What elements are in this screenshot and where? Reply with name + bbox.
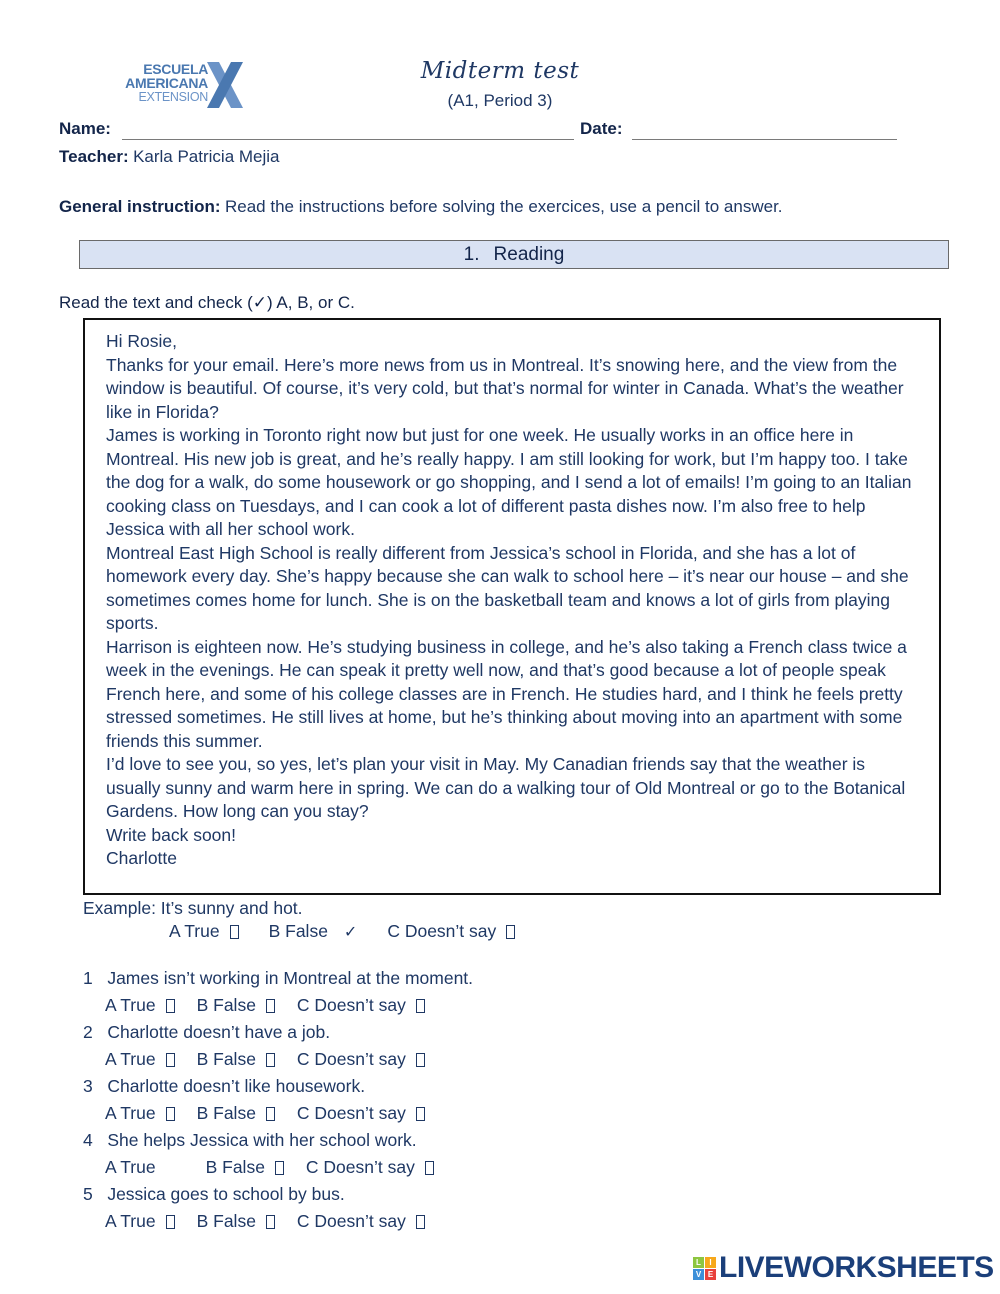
question-5-options xyxy=(105,1211,425,1232)
question-4-options xyxy=(105,1157,434,1178)
tile-e: E xyxy=(705,1269,716,1280)
option-label: A True xyxy=(105,1049,156,1069)
letter-signature: Charlotte xyxy=(106,848,178,868)
live-tiles-icon xyxy=(693,1257,716,1280)
checkbox[interactable] xyxy=(230,925,239,939)
question-1 xyxy=(83,968,473,989)
checkbox[interactable] xyxy=(416,1107,425,1121)
tile-v: V xyxy=(693,1269,704,1280)
date-label: Date: xyxy=(580,119,623,138)
logo-line-1: ESCUELA xyxy=(143,61,208,77)
letter-greeting: Hi Rosie, xyxy=(106,331,177,351)
checkbox[interactable] xyxy=(416,1215,425,1229)
name-field[interactable] xyxy=(122,139,574,140)
question-number: 3 xyxy=(83,1076,93,1096)
teacher-name: Karla Patricia Mejia xyxy=(133,147,280,166)
option-label: A True xyxy=(105,1211,156,1231)
checkbox[interactable] xyxy=(275,1161,284,1175)
checkbox[interactable] xyxy=(506,925,515,939)
checkbox[interactable] xyxy=(166,1215,175,1229)
option-label: C Doesn’t say xyxy=(296,1211,406,1231)
question-3-options xyxy=(105,1103,425,1124)
question-text: James isn’t working in Montreal at the moment. xyxy=(107,968,474,988)
checkbox[interactable] xyxy=(166,1107,175,1121)
question-text: She helps Jessica with her school work. xyxy=(107,1130,417,1150)
reading-passage xyxy=(83,318,941,895)
question-1-options xyxy=(105,995,425,1016)
question-5 xyxy=(83,1184,345,1205)
option-label: A True xyxy=(169,921,220,941)
checkbox[interactable] xyxy=(266,1053,275,1067)
option-label: C Doesn’t say xyxy=(305,1157,415,1177)
checkbox[interactable] xyxy=(166,1053,175,1067)
checkbox[interactable] xyxy=(266,999,275,1013)
letter-closing: Write back soon! xyxy=(106,824,237,845)
option-label: C Doesn’t say xyxy=(296,1049,406,1069)
option-label: B False xyxy=(205,1157,265,1177)
teacher-label: Teacher: xyxy=(59,147,129,166)
question-number: 1 xyxy=(83,968,93,988)
option-c xyxy=(297,1049,425,1070)
question-text: Charlotte doesn’t have a job. xyxy=(107,1022,331,1042)
question-3 xyxy=(83,1076,365,1097)
liveworksheets-logo xyxy=(693,1253,994,1283)
checkbox[interactable] xyxy=(416,999,425,1013)
letter-paragraph: James is working in Toronto right now but just for one week. He usually works in an office here in Montreal. His new job is great, and he’s really happy. I am still looking for work, but I’m happy too. I take the dog for a walk, do some housework or go shopping, and I send a lot of emails! I’m going to an Italian cooking class on Tuesdays, and I can cook a lot of different pasta dishes now. I’m also free to help Jessica with all her school work. xyxy=(106,425,912,539)
option-b xyxy=(197,1049,275,1070)
question-number: 2 xyxy=(83,1022,93,1042)
teacher-line xyxy=(59,147,280,167)
option-a xyxy=(105,995,175,1016)
question-number: 5 xyxy=(83,1184,93,1204)
logo-line-2: AMERICANA xyxy=(125,75,208,91)
general-instruction xyxy=(59,197,783,217)
school-logo xyxy=(115,60,250,110)
logo-x-mark-icon xyxy=(207,62,243,108)
option-b xyxy=(197,1211,275,1232)
question-2-options xyxy=(105,1049,425,1070)
option-c xyxy=(306,1157,434,1178)
option-label: B False xyxy=(196,995,256,1015)
liveworksheets-brand: LIVEWORKSHEETS xyxy=(719,1251,994,1284)
option-a[interactable] xyxy=(105,1157,156,1178)
reading-instruction: Read the text and check (✓) A, B, or C. xyxy=(59,293,355,312)
option-c xyxy=(297,995,425,1016)
option-label: B False xyxy=(196,1211,256,1231)
option-b xyxy=(206,1157,284,1178)
option-label: A True xyxy=(105,1157,156,1177)
letter-paragraph: Harrison is eighteen now. He’s studying business in college, and he’s also taking a French class twice a week in the evenings. He can speak it pretty well now, and that’s good because a lot of people speak French here, and some of his college classes are in French. He studies hard, and I think he feels pretty stressed sometimes. He still lives at home, but he’s thinking about moving into an apartment with some friends this summer. xyxy=(106,636,907,751)
test-subtitle: (A1, Period 3) xyxy=(447,91,553,110)
example-options xyxy=(169,921,515,942)
checkbox[interactable] xyxy=(166,999,175,1013)
option-label: C Doesn’t say xyxy=(296,1103,406,1123)
option-c xyxy=(297,1211,425,1232)
section-title: Reading xyxy=(493,243,565,265)
option-b xyxy=(197,1103,275,1124)
question-text: Charlotte doesn’t like housework. xyxy=(107,1076,366,1096)
option-b xyxy=(197,995,275,1016)
letter-paragraph: I’d love to see you, so yes, let’s plan your visit in May. My Canadian friends say that the weather is usually sunny and warm here in spring. We can do a walking tour of Old Montreal or go to the Botanical Gardens. How long can you stay? xyxy=(106,754,906,821)
test-title: Midterm test xyxy=(420,58,580,84)
checkmark-icon: ✓ xyxy=(343,923,358,941)
checkbox[interactable] xyxy=(266,1215,275,1229)
checkbox[interactable] xyxy=(416,1053,425,1067)
option-a xyxy=(105,1103,175,1124)
question-number: 4 xyxy=(83,1130,93,1150)
option-label: A True xyxy=(105,995,156,1015)
section-number: 1. xyxy=(463,243,480,265)
example-option-b xyxy=(269,921,358,942)
checkbox[interactable] xyxy=(425,1161,434,1175)
tile-l: L xyxy=(693,1257,704,1268)
checkbox[interactable] xyxy=(266,1107,275,1121)
question-text: Jessica goes to school by bus. xyxy=(107,1184,345,1204)
general-instruction-text: Read the instructions before solving the exercices, use a pencil to answer. xyxy=(224,197,783,216)
logo-line-3: EXTENSION xyxy=(138,90,208,104)
letter-paragraph: Montreal East High School is really different from Jessica’s school in Florida, and she has a lot of homework every day. She’s happy because she can walk to school here – it’s near our house – and she sometimes comes home for lunch. She is on the basketball team and knows a lot of girls from playing sports. xyxy=(106,542,909,633)
option-a xyxy=(105,1049,175,1070)
option-label: B False xyxy=(268,921,328,941)
option-label: A True xyxy=(105,1103,156,1123)
tile-i: I xyxy=(705,1257,716,1268)
question-2 xyxy=(83,1022,330,1043)
general-instruction-label: General instruction: xyxy=(59,197,221,216)
section-header-reading xyxy=(79,240,949,269)
example-option-c xyxy=(387,921,515,942)
option-label: B False xyxy=(196,1103,256,1123)
option-label: C Doesn’t say xyxy=(387,921,497,941)
name-label: Name: xyxy=(59,119,111,138)
example-statement: Example: It’s sunny and hot. xyxy=(83,898,303,918)
option-c xyxy=(297,1103,425,1124)
question-4 xyxy=(83,1130,417,1151)
date-field[interactable] xyxy=(632,139,897,140)
option-a xyxy=(105,1211,175,1232)
example-option-a xyxy=(169,921,239,942)
option-label: C Doesn’t say xyxy=(296,995,406,1015)
option-label: B False xyxy=(196,1049,256,1069)
letter-paragraph: Thanks for your email. Here’s more news from us in Montreal. It’s snowing here, and the view from the window is beautiful. Of course, it’s very cold, but that’s normal for winter in Canada. What’s the weather like in Florida? xyxy=(106,354,904,422)
